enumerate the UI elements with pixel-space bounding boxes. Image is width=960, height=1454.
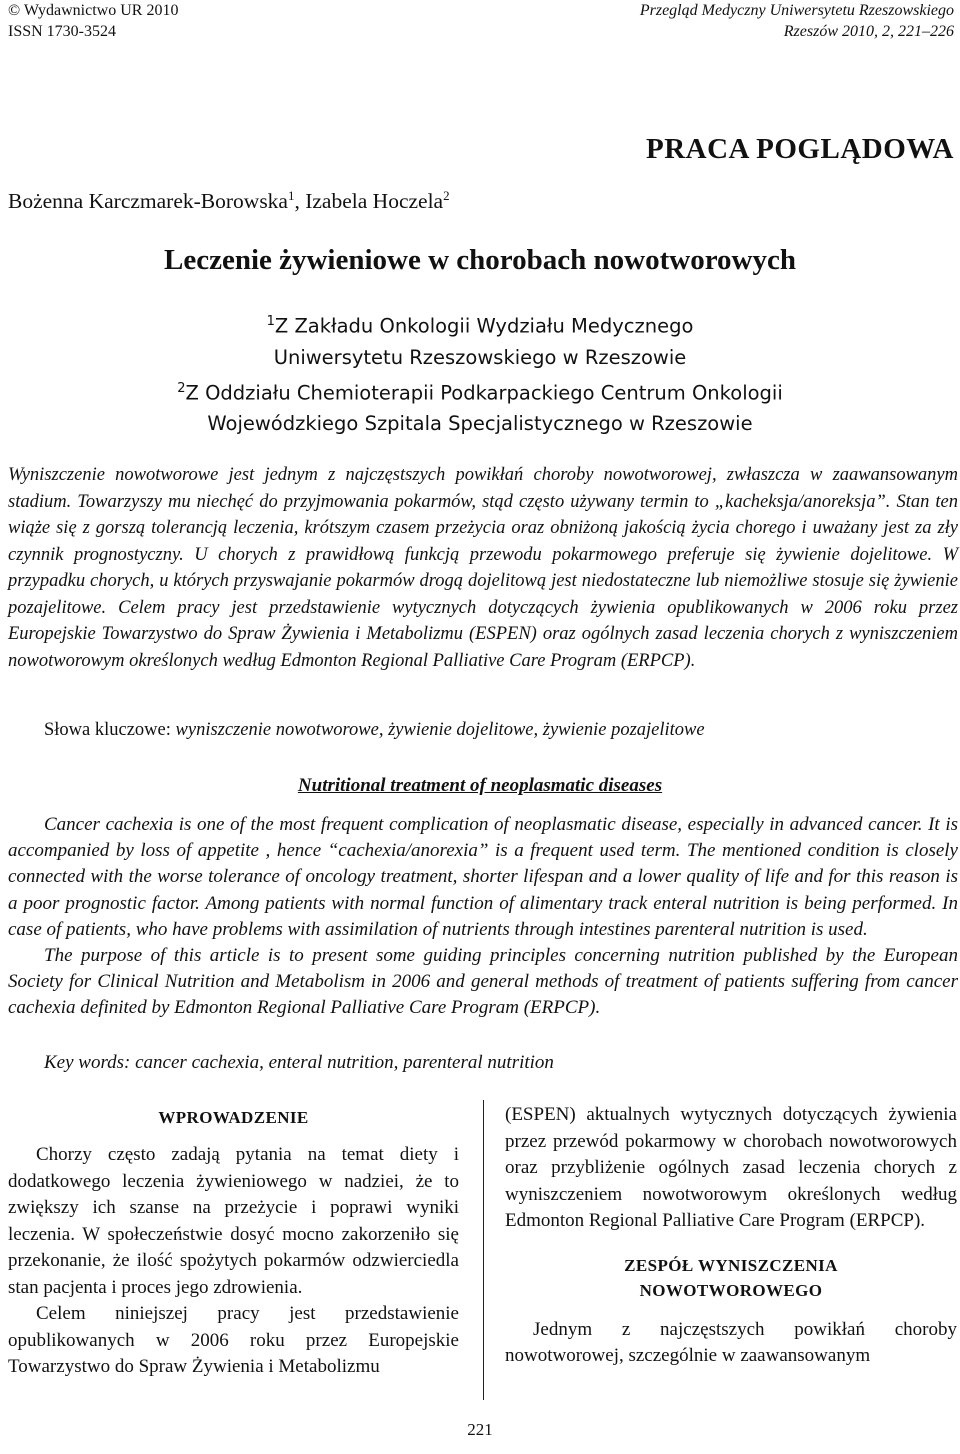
body-column-left <box>8 1105 459 1381</box>
affiliation-1-line-1: $^1$Z Zakładu Onkologii Wydziału Medycznego <box>266 314 694 338</box>
affiliations <box>0 306 960 439</box>
publisher-line: © Wydawnictwo UR 2010 <box>8 2 179 19</box>
author-separator: , <box>294 189 306 214</box>
keywords-polish-value: wyniszczenie nowotworowe, żywienie dojelitowe, żywienie pozajelitowe <box>170 720 705 740</box>
abstract-english <box>8 812 958 1022</box>
body-column-right <box>505 1102 957 1370</box>
right-paragraph-2: Jednym z najczęstszych powikłań choroby nowotworowej, szczególnie w zaawansowanym <box>505 1318 957 1366</box>
article-type: PRACA POGLĄDOWA <box>646 133 954 165</box>
keywords-english: Key words: cancer cachexia, enteral nutrition, parenteral nutrition <box>44 1052 554 1073</box>
abstract-english-paragraph-1: Cancer cachexia is one of the most frequent complication of neoplasmatic disease, especially in advanced cancer. It is accompanied by loss of appetite , hence “cachexia/anorexia” is a frequent used term. The mentioned condition is closely connected with the worse tolerance of oncology treatment, shorter lifespan and a lower quality of life and for this reason is a poor prognostic factor. Among patients with normal function of alimentary track enteral nutrition is being performed. In case of patients, who have problems with assimilation of nutrients through intestines parenteral nutrition is used. <box>8 814 958 940</box>
author-2-affiliation-mark: 2 <box>443 188 450 203</box>
authors <box>8 188 450 214</box>
affiliation-2-line-2: Wojewódzkiego Szpitala Specjalistycznego w Rzeszowie <box>207 412 753 435</box>
abstract-polish: Wyniszczenie nowotworowe jest jednym z najczęstszych powikłań choroby nowotworowej, zwłaszcza w zaawansowanym stadium. Towarzyszy mu niechęć do przyjmowania pokarmów, stąd często używany termin to „kacheksja/anoreksja”. Stan ten wiąże się z gorszą tolerancją leczenia, krótszym czasem przeżycia oraz obniżoną jakością życia chorego i uważany jest za zły czynnik prognostyczny. U chorych z prawidłową funkcją przewodu pokarmowego preferuje się żywienie dojelitowe. W przypadku chorych, u których przyswajanie pokarmów drogą dojelitową jest niedostateczne lub niemożliwe stosuje się żywienie pozajelitowe. Celem pracy jest przedstawienie wytycznych dotyczących żywienia opublikowanych w 2006 roku przez Europejskie Towarzystwo do Spraw Żywienia i Metabolizmu (ESPEN) oraz ogólnych zasad leczenia chorych z wyniszczeniem nowotworowym określonych według Edmonton Regional Palliative Care Program (ERPCP). <box>8 465 958 671</box>
author-2: Izabela Hoczela <box>305 189 444 214</box>
right-paragraph-1: (ESPEN) aktualnych wytycznych dotyczących żywienia przez przewód pokarmowy w chorobach nowotworowych oraz przybliżenie ogólnych zasad leczenia chorych z wyniszczeniem nowotworowym określonych według Edmonton Regional Palliative Care Program (ERPCP). <box>505 1104 957 1231</box>
author-1-affiliation-mark: 1 <box>287 188 295 203</box>
author-1: Bożenna Karczmarek-Borowska <box>8 189 288 214</box>
english-title: Nutritional treatment of neoplasmatic diseases <box>297 775 663 796</box>
page-number: 221 <box>467 1420 493 1439</box>
article-title: Leczenie żywieniowe w chorobach nowotworowych <box>163 244 796 276</box>
affiliation-1-mark: 1 <box>266 314 275 329</box>
column-divider <box>483 1100 484 1400</box>
journal-name: Przegląd Medyczny Uniwersytetu Rzeszowskiego <box>639 2 954 19</box>
section-heading-cachexia-line-1: ZESPÓŁ WYNISZCZENIA <box>624 1255 838 1275</box>
affiliation-2-mark: 2 <box>177 380 186 396</box>
section-heading-introduction: WPROWADZENIE <box>158 1108 309 1127</box>
section-heading-cachexia-line-2: NOWOTWOROWEGO <box>639 1280 823 1300</box>
intro-paragraph-1: Chorzy często zadają pytania na temat diety i dodatkowego leczenia żywieniowego w nadziei, że to zwiększy ich szanse na przeżycie i poprawi wyniki leczenia. W społeczeństwie dosyć mocno zakorzeniło się przekonanie, że ilość spożytych pokarmów odzwierciedla stan pacjenta i proces jego zdrowienia. <box>8 1144 459 1298</box>
affiliation-1-line-2: Uniwersytetu Rzeszowskiego w Rzeszowie <box>273 345 687 369</box>
affiliation-2-line-1: $^2$Z Oddziału Chemioterapii Podkarpackiego Centrum Onkologii <box>177 380 783 404</box>
keywords-polish-label: Słowa kluczowe: <box>44 720 171 740</box>
issn-line: ISSN 1730-3524 <box>8 23 117 40</box>
abstract-english-paragraph-2: The purpose of this article is to present some guiding principles concerning nutrition published by the European Society for Clinical Nutrition and Metabolism in 2006 and general methods of treatment of patients suffering from cancer cachexia definited by Edmonton Regional Palliative Care Program (ERPCP). <box>8 945 958 1019</box>
intro-paragraph-2: Celem niniejszej pracy jest przedstawienie opublikowanych w 2006 roku przez Europejskie Towarzystwo do Spraw Żywienia i Metabolizmu <box>8 1303 459 1377</box>
journal-issue: Rzeszów 2010, 2, 221–226 <box>783 23 954 40</box>
keywords-polish <box>44 720 705 741</box>
